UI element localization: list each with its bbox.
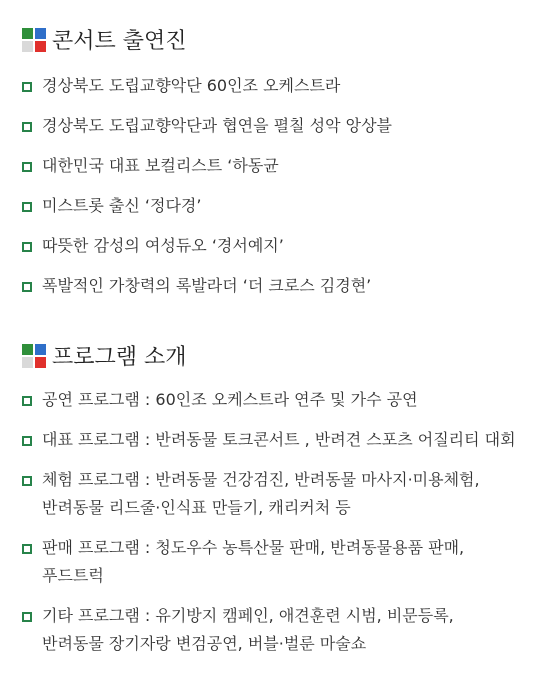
list-item: 대표 프로그램 : 반려동물 토크콘서트 , 반려견 스포츠 어질리티 대회 [22, 426, 517, 454]
square-bullet-icon [22, 162, 32, 172]
list-item: 판매 프로그램 : 청도우수 농특산물 판매, 반려동물용품 판매, 푸드트럭 [22, 534, 517, 590]
list-item: 경상북도 도립교향악단 60인조 오케스트라 [22, 72, 517, 100]
list-item: 공연 프로그램 : 60인조 오케스트라 연주 및 가수 공연 [22, 386, 517, 414]
square-bullet-icon [22, 544, 32, 554]
square-bullet-icon [22, 476, 32, 486]
section-title [22, 24, 187, 55]
list-item: 기타 프로그램 : 유기방지 캠페인, 애견훈련 시범, 비문등록, 반려동물 장기자랑 변검공연, 버블·벌룬 마술쇼 [22, 602, 517, 658]
section-title-text: 프로그램 소개 [52, 345, 187, 370]
square-bullet-icon [22, 612, 32, 622]
square-bullet-icon [22, 396, 32, 406]
brand-logo-icon [22, 344, 46, 368]
section-title-text: 콘서트 출연진 [52, 29, 187, 54]
section-title [22, 340, 187, 371]
list-item: 체험 프로그램 : 반려동물 건강검진, 반려동물 마사지·미용체험, 반려동물 리드줄·인식표 만들기, 캐리커처 등 [22, 466, 517, 522]
brand-logo-icon [22, 28, 46, 52]
list-item: 경상북도 도립교향악단과 협연을 펼칠 성악 앙상블 [22, 112, 517, 140]
list-item: 미스트롯 출신 ‘정다경’ [22, 192, 517, 220]
square-bullet-icon [22, 242, 32, 252]
list-item: 대한민국 대표 보컬리스트 ‘하동균 [22, 152, 517, 180]
square-bullet-icon [22, 82, 32, 92]
square-bullet-icon [22, 202, 32, 212]
square-bullet-icon [22, 436, 32, 446]
list-item: 폭발적인 가창력의 록발라더 ‘더 크로스 김경현’ [22, 272, 517, 300]
square-bullet-icon [22, 282, 32, 292]
square-bullet-icon [22, 122, 32, 132]
list-item: 따뜻한 감성의 여성듀오 ‘경서예지’ [22, 232, 517, 260]
